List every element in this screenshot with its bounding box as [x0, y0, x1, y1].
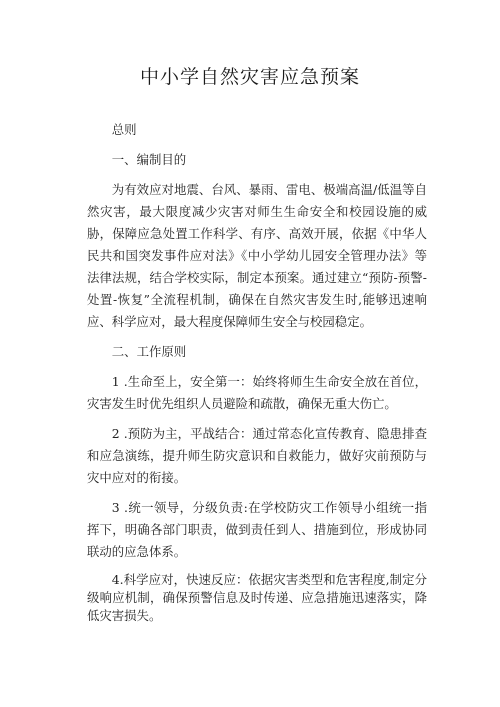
- heading-principles: 二、工作原则: [111, 344, 187, 359]
- principle-item-3: 3 .统一领导，分级负责:在学校防灾工作领导小组统一指挥下，明确各部门职责，做到责任到人、措施到位，形成协同联动的应急体系。: [87, 500, 427, 559]
- section-general-label: 总则: [111, 122, 137, 137]
- principle-item-2: 2 .预防为主，平战结合：通过常态化宣传教育、隐患排查和应急演练，提升师生防灾意识和自救能力，做好灾前预防与灾中应对的衔接。: [87, 426, 427, 485]
- principle-item-1: 1 .生命至上，安全第一：始终将师生生命安全放在首位，灾害发生时优先组织人员避险和疏散，确保无重大伤亡。: [87, 374, 427, 411]
- document-title: 中小学自然灾害应急预案: [139, 66, 360, 88]
- document-body: [87, 119, 427, 633]
- paragraph-purpose: 为有效应对地震、台风、暴雨、雷电、极端高温/低温等自然灾害，最大限度减少灾害对师生生命安全和校园设施的威胁，保障应急处置工作科学、有序、高效开展，依据《中华人民共和国突发事件应对法》《中小学幼儿园安全管理办法》等法律法规，结合学校实际，制定本预案。通过建立“预防-预警-处置-恢复”全流程机制，确保在自然灾害发生时,能够迅速响应、科学应对，最大程度保障师生安全与校园稳定。: [87, 182, 427, 329]
- heading-purpose: 一、编制目的: [111, 152, 187, 167]
- principle-item-4: 4.科学应对，快速反应：依据灾害类型和危害程度,制定分级响应机制，确保预警信息及时传递、应急措施迅速落实，降低灾害损失。: [87, 572, 427, 623]
